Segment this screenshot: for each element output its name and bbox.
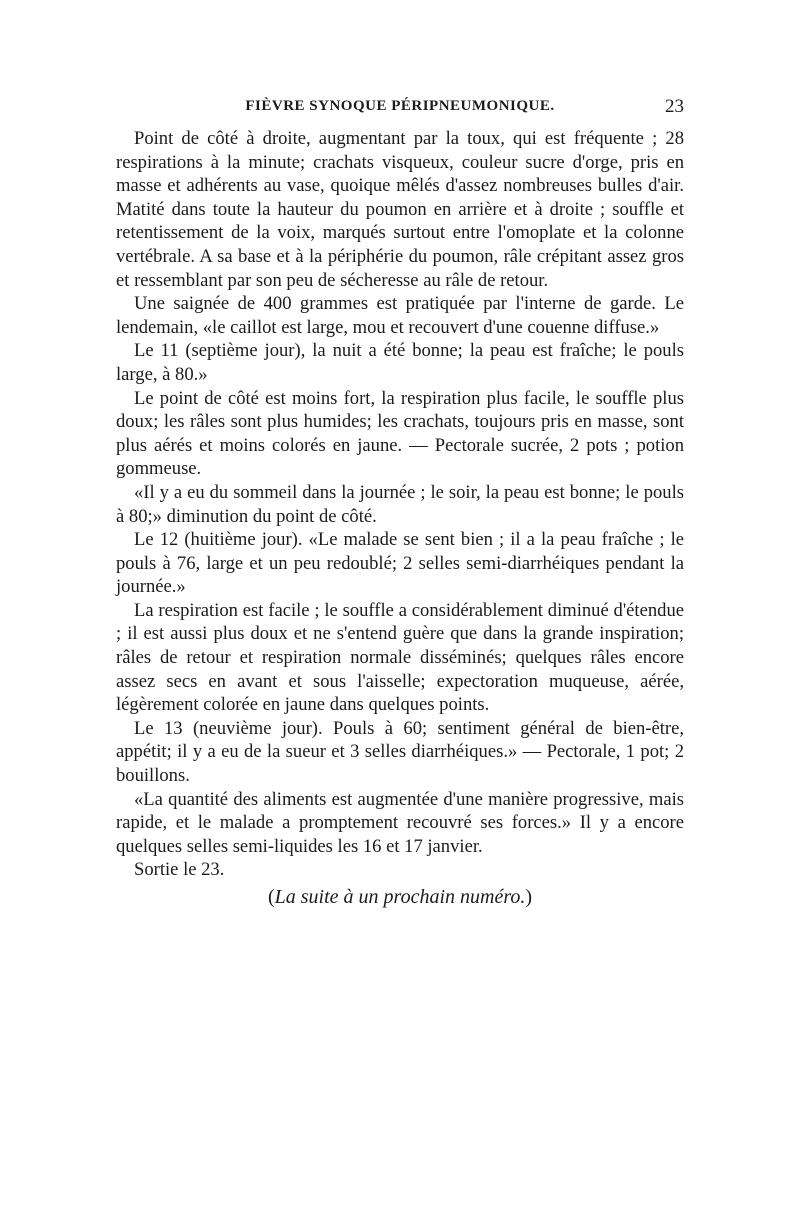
running-header: [116, 98, 684, 124]
body-text: [116, 127, 684, 882]
paragraph-clinical-signs: Point de côté à droite, augmentant par la toux, qui est fréquente ; 28 respirations à la minute; crachats visqueux, couleur sucre d'orge, pris en masse et adhérents au vase, quoique mêlés d'assez nombreuses bulles d'air. Matité dans toute la hauteur du poumon en arrière et à droite ; souffle et retentissement de la voix, marqués surtout entre l'omoplate et la colonne vertébrale. A sa base et à la périphérie du poumon, râle crépitant assez gros et ressemblant par son peu de sécheresse au râle de retour.: [116, 128, 684, 291]
paragraph-day-11: Le 11 (septième jour), la nuit a été bonne; la peau est fraîche; le pouls large, à 80.»: [116, 340, 684, 385]
continuation-open-paren: (: [267, 886, 275, 908]
page-number: 23: [665, 96, 684, 117]
paragraph-day-13: Le 13 (neuvième jour). Pouls à 60; sentiment général de bien-être, appétit; il y a eu de la sueur et 3 selles diarrhéiques.» — Pectorale, 1 pot; 2 bouillons.: [116, 717, 684, 787]
paragraph-day-11-evening: «Il y a eu du sommeil dans la journée ; le soir, la peau est bonne; le pouls à 80;» diminution du point de côté.: [116, 481, 684, 527]
paragraph-day-11-exam: Le point de côté est moins fort, la respiration plus facile, le souffle plus doux; les râles sont plus humides; les crachats, toujours pris en masse, sont plus aérés et moins colorés en jaune. — Pectorale sucrée, 2 pots ; potion gommeuse.: [116, 387, 684, 480]
continuation-close-paren: ): [525, 886, 533, 908]
paragraph-recovery: «La quantité des aliments est augmentée d'une manière progressive, mais rapide, et le malade a promptement recouvré ses forces.» Il y a encore quelques selles semi-liquides les 16 et 17 janvier.: [116, 788, 684, 857]
continuation-note: [116, 886, 684, 909]
running-title: FIÈVRE SYNOQUE PÉRIPNEUMONIQUE.: [245, 98, 555, 114]
paragraph-bleeding: Une saignée de 400 grammes est pratiquée par l'interne de garde. Le lendemain, «le caillot est large, mou et recouvert d'une couenne diffuse.»: [116, 293, 684, 338]
paragraph-day-12-exam: La respiration est facile ; le souffle a considérablement diminué d'étendue ; il est aussi plus doux et ne s'entend guère que dans la grande inspiration; râles de retour et respiration normale disséminés; quelques râles encore assez secs en avant et sous l'aisselle; expectoration muqueuse, aérée, légèrement colorée en jaune dans quelques points.: [116, 599, 684, 716]
paragraph-day-12: Le 12 (huitième jour). «Le malade se sent bien ; il a la peau fraîche ; le pouls à 76, large et un peu redoublé; 2 selles semi-diarrhéiques pendant la journée.»: [116, 529, 684, 598]
paragraph-discharge: Sortie le 23.: [134, 859, 225, 881]
continuation-text: La suite à un prochain numéro.: [274, 886, 526, 908]
